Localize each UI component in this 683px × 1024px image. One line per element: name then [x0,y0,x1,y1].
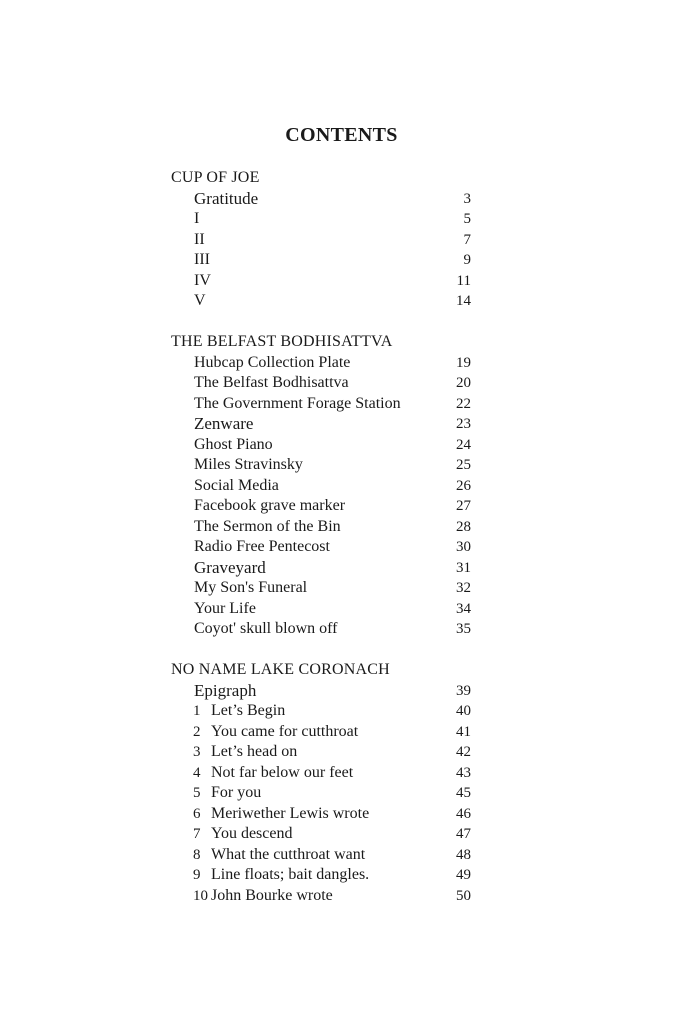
section-title: CUP OF JOE [171,169,260,186]
toc-entry [171,578,481,599]
entry-title: What the cutthroat want [211,845,366,863]
toc-entry [171,230,481,251]
entry-page-number: 50 [456,887,471,904]
entry-page-number: 42 [456,744,471,760]
entry-title: Social Media [194,476,279,494]
toc-entry [171,353,481,374]
toc-entry [171,455,481,476]
entry-number: 2 [193,723,201,740]
toc-entry [171,804,481,825]
entry-page-number: 39 [456,682,471,699]
entry-page-number: 43 [456,764,471,781]
toc-entry [171,722,481,743]
entry-title: The Government Forage Station [194,394,401,412]
toc-entry [171,373,481,394]
entry-number: 1 [193,703,201,719]
entry-page-number: 26 [456,477,471,494]
entry-page-number: 27 [456,498,471,514]
entry-page-number: 11 [456,272,471,289]
entry-title: Facebook grave marker [194,497,346,514]
table-of-contents [171,168,481,927]
entry-title: V [194,292,206,309]
toc-entry [171,845,481,866]
entry-title: Hubcap Collection Plate [194,353,351,371]
entry-title: Coyot' skull blown off [194,620,338,637]
entry-title: Let’s head on [211,743,298,760]
entry-page-number: 47 [456,826,471,842]
entry-title: Line floats; bait dangles. [211,866,370,883]
entry-page-number: 19 [456,354,471,371]
toc-entry [171,865,481,886]
entry-title: Graveyard [194,557,266,577]
entry-title: Radio Free Pentecost [194,538,330,555]
toc-entry [171,537,481,558]
entry-page-number: 46 [456,805,471,822]
toc-entry [171,701,481,722]
entry-title: The Sermon of the Bin [194,517,341,535]
entry-title: Let’s Begin [211,702,286,719]
toc-entry [171,189,481,210]
entry-title: My Son's Funeral [194,579,308,596]
toc-entry [171,599,481,620]
toc-entry [171,742,481,763]
toc-entry [171,435,481,456]
entry-title: Epigraph [194,680,257,700]
toc-section [171,660,481,906]
entry-title: II [194,230,205,248]
entry-page-number: 22 [456,395,471,412]
toc-entry [171,394,481,415]
section-title: NO NAME LAKE CORONACH [171,661,390,678]
entry-page-number: 3 [463,190,471,207]
entry-page-number: 14 [456,293,471,309]
toc-section [171,168,481,312]
toc-entry [171,271,481,292]
entry-title: You descend [211,825,293,842]
entry-number: 6 [193,805,201,822]
toc-section [171,332,481,640]
entry-page-number: 49 [456,867,471,883]
entry-page-number: 32 [456,580,471,596]
section-title: THE BELFAST BODHISATTVA [171,333,393,350]
entry-title: IV [194,271,211,289]
toc-entry [171,209,481,230]
entry-title: Ghost Piano [194,435,273,453]
toc-entry [171,681,481,702]
entry-title: Not far below our feet [211,763,354,781]
entry-page-number: 9 [463,252,471,268]
entry-title: Miles Stravinsky [194,456,303,473]
toc-entry [171,558,481,579]
toc-entry [171,783,481,804]
entry-number: 4 [193,764,201,781]
entry-page-number: 7 [463,231,471,248]
toc-entry [171,619,481,640]
entry-number: 3 [193,744,201,760]
page-title: CONTENTS [285,124,398,146]
toc-entry [171,476,481,497]
entry-title: Your Life [194,599,256,617]
entry-title: For you [211,784,262,801]
entry-title: III [194,251,210,268]
entry-title: Gratitude [194,188,259,208]
entry-page-number: 34 [456,600,471,617]
entry-title: Zenware [194,414,254,433]
entry-page-number: 35 [456,621,471,637]
entry-page-number: 28 [456,518,471,535]
entry-number: 5 [193,785,201,801]
entry-page-number: 23 [456,416,471,432]
entry-number: 10 [193,887,208,904]
toc-entry [171,824,481,845]
entry-title: The Belfast Bodhisattva [194,374,349,391]
entry-page-number: 40 [456,703,471,719]
entry-page-number: 20 [456,375,471,391]
entry-page-number: 45 [456,785,471,801]
toc-entry [171,291,481,312]
entry-page-number: 24 [456,436,471,453]
entry-title: John Bourke wrote [211,886,333,904]
entry-title: Meriwether Lewis wrote [211,804,370,822]
entry-number: 8 [193,846,201,863]
entry-page-number: 31 [456,559,471,576]
toc-entry [171,886,481,907]
entry-page-number: 48 [456,846,471,863]
entry-page-number: 25 [456,457,471,473]
entry-page-number: 30 [456,539,471,555]
entry-title: You came for cutthroat [211,722,359,740]
entry-number: 7 [193,826,201,842]
entry-page-number: 41 [456,723,471,740]
toc-entry [171,517,481,538]
entry-title: I [194,210,200,227]
toc-entry [171,496,481,517]
toc-entry [171,250,481,271]
entry-number: 9 [193,867,201,883]
toc-entry [171,414,481,435]
entry-page-number: 5 [463,211,471,227]
toc-entry [171,763,481,784]
